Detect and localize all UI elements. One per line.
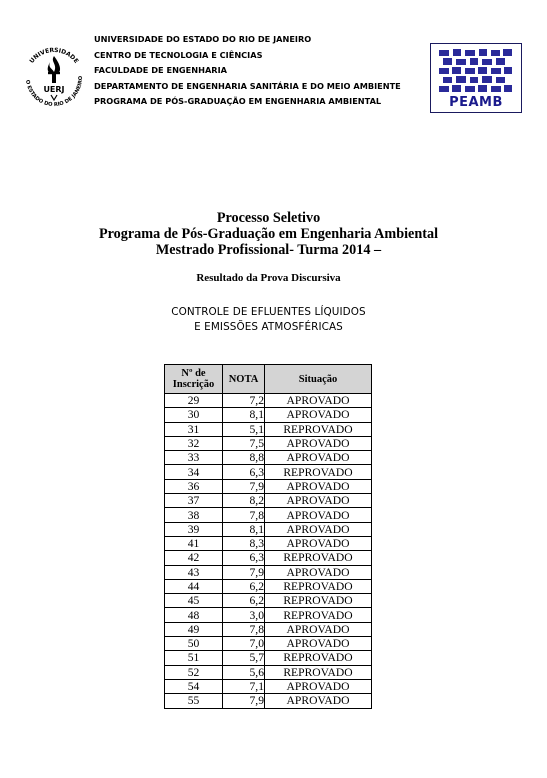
inscricao-cell: 32 bbox=[165, 436, 223, 450]
inscricao-cell: 50 bbox=[165, 637, 223, 651]
table-row bbox=[165, 608, 372, 622]
nota-cell: 8,1 bbox=[223, 408, 265, 422]
seal-text-bottom: O ESTADO DO RIO DE JANEIRO bbox=[24, 75, 85, 109]
situacao-cell: APROVADO bbox=[265, 436, 372, 450]
situacao-cell: REPROVADO bbox=[265, 665, 372, 679]
table-row bbox=[165, 622, 372, 636]
title-line-program: Programa de Pós-Graduação em Engenharia Ambiental bbox=[98, 226, 439, 242]
nota-cell: 7,1 bbox=[223, 679, 265, 693]
subject-heading bbox=[0, 305, 537, 334]
situacao-cell: APROVADO bbox=[265, 394, 372, 408]
situacao-cell: APROVADO bbox=[265, 536, 372, 550]
situacao-cell: APROVADO bbox=[265, 694, 372, 708]
situacao-cell: REPROVADO bbox=[265, 422, 372, 436]
inscricao-cell: 49 bbox=[165, 622, 223, 636]
uerj-seal-icon bbox=[18, 42, 90, 114]
nota-cell: 7,8 bbox=[223, 622, 265, 636]
table-row bbox=[165, 394, 372, 408]
situacao-cell: REPROVADO bbox=[265, 465, 372, 479]
table-row bbox=[165, 579, 372, 593]
nota-cell: 3,0 bbox=[223, 608, 265, 622]
nota-cell: 7,0 bbox=[223, 637, 265, 651]
header-inscricao-line1: Nº de bbox=[181, 368, 206, 379]
nota-cell: 7,2 bbox=[223, 394, 265, 408]
header-inscricao bbox=[165, 365, 223, 394]
situacao-cell: APROVADO bbox=[265, 637, 372, 651]
inscricao-cell: 39 bbox=[165, 522, 223, 536]
inscricao-cell: 38 bbox=[165, 508, 223, 522]
inscricao-cell: 44 bbox=[165, 579, 223, 593]
nota-cell: 7,5 bbox=[223, 436, 265, 450]
table-row bbox=[165, 479, 372, 493]
header-line-program: PROGRAMA DE PÓS-GRADUAÇÃO EM ENGENHARIA AMBIENTAL bbox=[94, 96, 382, 107]
table-row bbox=[165, 565, 372, 579]
nota-cell: 6,3 bbox=[223, 465, 265, 479]
situacao-cell: REPROVADO bbox=[265, 594, 372, 608]
inscricao-cell: 54 bbox=[165, 679, 223, 693]
inscricao-cell: 33 bbox=[165, 451, 223, 465]
subject-line-2: E EMISSÕES ATMOSFÉRICAS bbox=[194, 320, 343, 333]
situacao-cell: APROVADO bbox=[265, 451, 372, 465]
inscricao-cell: 34 bbox=[165, 465, 223, 479]
situacao-cell: REPROVADO bbox=[265, 579, 372, 593]
seal-text-top: UNIVERSIDADE bbox=[28, 46, 80, 65]
nota-cell: 6,2 bbox=[223, 594, 265, 608]
situacao-cell: APROVADO bbox=[265, 408, 372, 422]
table-row bbox=[165, 637, 372, 651]
nota-cell: 6,3 bbox=[223, 551, 265, 565]
header-line-faculty: FACULDADE DE ENGENHARIA bbox=[94, 65, 227, 76]
table-row bbox=[165, 494, 372, 508]
table-row bbox=[165, 679, 372, 693]
inscricao-cell: 36 bbox=[165, 479, 223, 493]
table-row bbox=[165, 451, 372, 465]
inscricao-cell: 45 bbox=[165, 594, 223, 608]
table-row bbox=[165, 465, 372, 479]
inscricao-cell: 41 bbox=[165, 536, 223, 550]
institution-header bbox=[94, 32, 401, 110]
header-inscricao-line2: Inscrição bbox=[172, 379, 215, 390]
table-row bbox=[165, 665, 372, 679]
table-row bbox=[165, 594, 372, 608]
table-row bbox=[165, 522, 372, 536]
table-row bbox=[165, 508, 372, 522]
header-situacao: Situação bbox=[265, 365, 372, 394]
nota-cell: 7,9 bbox=[223, 694, 265, 708]
nota-cell: 6,2 bbox=[223, 579, 265, 593]
nota-cell: 5,1 bbox=[223, 422, 265, 436]
nota-cell: 8,3 bbox=[223, 536, 265, 550]
nota-cell: 7,8 bbox=[223, 508, 265, 522]
inscricao-cell: 30 bbox=[165, 408, 223, 422]
nota-cell: 5,7 bbox=[223, 651, 265, 665]
nota-cell: 8,2 bbox=[223, 494, 265, 508]
table-row bbox=[165, 551, 372, 565]
puzzle-pattern-icon bbox=[437, 48, 515, 94]
inscricao-cell: 37 bbox=[165, 494, 223, 508]
table-row bbox=[165, 694, 372, 708]
inscricao-cell: 55 bbox=[165, 694, 223, 708]
inscricao-cell: 52 bbox=[165, 665, 223, 679]
situacao-cell: REPROVADO bbox=[265, 608, 372, 622]
situacao-cell: APROVADO bbox=[265, 622, 372, 636]
inscricao-cell: 48 bbox=[165, 608, 223, 622]
seal-abbrev: UERJ bbox=[43, 85, 65, 94]
situacao-cell: APROVADO bbox=[265, 565, 372, 579]
situacao-cell: REPROVADO bbox=[265, 551, 372, 565]
inscricao-cell: 51 bbox=[165, 651, 223, 665]
title-line-course: Mestrado Profissional- Turma 2014 – bbox=[155, 242, 382, 258]
table-row bbox=[165, 408, 372, 422]
peamb-logo bbox=[430, 43, 522, 113]
situacao-cell: APROVADO bbox=[265, 522, 372, 536]
table-row bbox=[165, 536, 372, 550]
nota-cell: 8,1 bbox=[223, 522, 265, 536]
table-row bbox=[165, 436, 372, 450]
table-row bbox=[165, 651, 372, 665]
document-title bbox=[0, 210, 537, 258]
header-line-department: DEPARTAMENTO DE ENGENHARIA SANITÁRIA E DO MEIO AMBIENTE bbox=[94, 80, 401, 91]
situacao-cell: APROVADO bbox=[265, 479, 372, 493]
exam-result-subtitle: Resultado da Prova Discursiva bbox=[196, 272, 341, 284]
nota-cell: 7,9 bbox=[223, 565, 265, 579]
situacao-cell: REPROVADO bbox=[265, 651, 372, 665]
header-line-center: CENTRO DE TECNOLOGIA E CIÊNCIAS bbox=[94, 49, 263, 60]
peamb-logo-label: PEAMB bbox=[449, 95, 503, 110]
nota-cell: 8,8 bbox=[223, 451, 265, 465]
inscricao-cell: 31 bbox=[165, 422, 223, 436]
situacao-cell: APROVADO bbox=[265, 494, 372, 508]
inscricao-cell: 43 bbox=[165, 565, 223, 579]
nota-cell: 7,9 bbox=[223, 479, 265, 493]
header-nota: NOTA bbox=[223, 365, 265, 394]
results-table bbox=[164, 364, 372, 709]
nota-cell: 5,6 bbox=[223, 665, 265, 679]
title-line-process: Processo Seletivo bbox=[216, 210, 321, 226]
situacao-cell: APROVADO bbox=[265, 679, 372, 693]
inscricao-cell: 29 bbox=[165, 394, 223, 408]
subject-line-1: CONTROLE DE EFLUENTES LÍQUIDOS bbox=[171, 306, 366, 318]
inscricao-cell: 42 bbox=[165, 551, 223, 565]
table-row bbox=[165, 422, 372, 436]
table-header-row bbox=[165, 365, 372, 394]
header-line-university: UNIVERSIDADE DO ESTADO DO RIO DE JANEIRO bbox=[94, 34, 312, 44]
situacao-cell: APROVADO bbox=[265, 508, 372, 522]
uerj-seal-logo bbox=[18, 42, 90, 114]
